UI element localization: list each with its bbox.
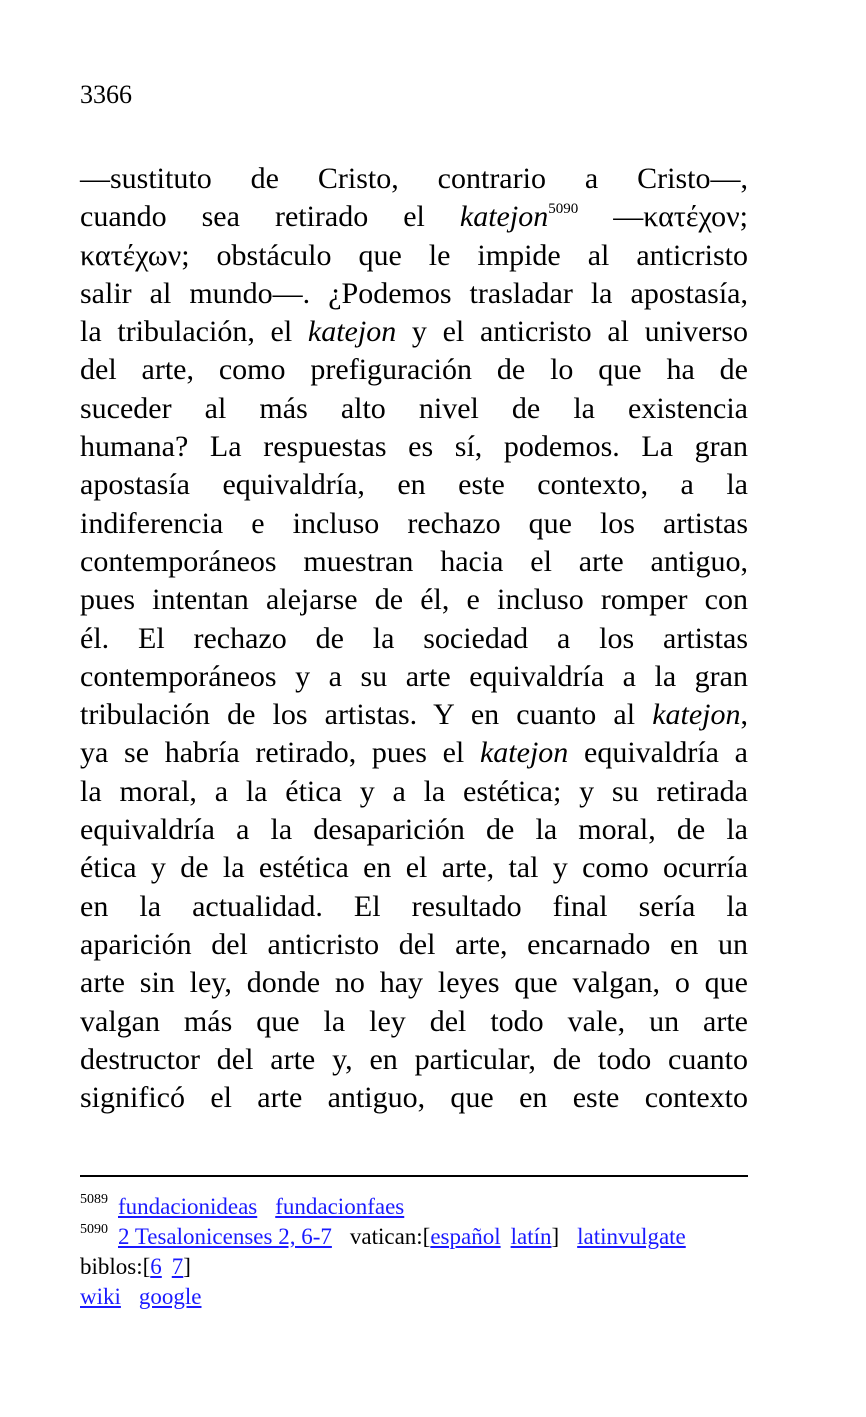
vatican-close: ] <box>551 1224 560 1249</box>
link-fundacionfaes[interactable]: fundacionfaes <box>275 1194 405 1219</box>
text-line: contemporáneos muestran hacia el arte antiguo, <box>80 544 748 578</box>
katejon-term: katejon <box>307 315 397 349</box>
text-line: él. El rechazo de la sociedad a los artistas <box>80 621 748 655</box>
text-line: suceder al más alto nivel de la existencia <box>80 391 748 425</box>
text-line: indiferencia e incluso rechazo que los artistas <box>80 506 748 540</box>
katejon-term: katejon <box>459 200 549 234</box>
footnote-number: 5090 <box>80 1222 108 1237</box>
link-biblos-7[interactable]: 7 <box>171 1254 184 1279</box>
text-line: aparición del anticristo del arte, encarnado en un <box>80 927 748 961</box>
footnote-5089 <box>80 1192 686 1222</box>
biblos-line <box>80 1252 686 1282</box>
link-latinvulgate[interactable]: latinvulgate <box>577 1224 686 1249</box>
katejon-term: katejon <box>652 698 741 732</box>
text-line: apostasía equivaldría, en este contexto, a la <box>80 468 748 502</box>
link-wiki[interactable]: wiki <box>80 1284 121 1309</box>
text-line: en la actualidad. El resultado final sería la <box>80 889 748 923</box>
text-line: humana? La respuestas es sí, podemos. La gran <box>80 430 748 464</box>
footnote-number: 5089 <box>80 1192 108 1207</box>
katejon-term: katejon <box>479 736 569 770</box>
text-line: arte sin ley, donde no hay leyes que valgan, o que <box>80 966 748 1000</box>
link-biblos-6[interactable]: 6 <box>150 1254 162 1279</box>
link-fundacionideas[interactable]: fundacionideas <box>118 1194 258 1219</box>
text-line: κατέχων; obstáculo que le impide al anticristo <box>80 238 748 272</box>
link-latin[interactable]: latín <box>510 1224 552 1249</box>
text-line: equivaldría a la desaparición de la moral, de la <box>80 813 748 847</box>
page-number: 3366 <box>80 80 132 109</box>
footnote-divider <box>80 1175 748 1177</box>
link-espanol[interactable]: español <box>430 1224 501 1249</box>
text-line: cuando sea retirado el katejon$^{5090}$ —κατέχον; <box>80 200 749 234</box>
text-line: tribulación de los artistas. Y en cuanto al katejon, <box>80 698 748 732</box>
text-line: valgan más que la ley del todo vale, un arte <box>80 1004 748 1038</box>
text-line: la tribulación, el katejon y el anticristo al universo <box>80 315 748 349</box>
footnotes <box>80 1192 686 1312</box>
link-google[interactable]: google <box>138 1284 202 1309</box>
text-line: ética y de la estética en el arte, tal y como ocurría <box>80 851 748 885</box>
biblos-label: biblos:[ <box>80 1254 151 1279</box>
text-line: del arte, como prefiguración de lo que ha de <box>80 353 748 387</box>
footnote-5090 <box>80 1222 686 1252</box>
search-links-line <box>80 1282 686 1312</box>
biblos-close: ] <box>183 1254 191 1279</box>
text-line: —sustituto de Cristo, contrario a Cristo—, <box>80 162 748 195</box>
text-line: la moral, a la ética y a la estética; y su retirada <box>80 774 748 808</box>
text-line: contemporáneos y a su arte equivaldría a la gran <box>80 659 748 693</box>
footnote-ref-5090: 5090 <box>548 201 579 218</box>
text-line: significó el arte antiguo, que en este contexto <box>80 1081 748 1115</box>
link-tesalonicenses[interactable]: 2 Tesalonicenses 2, 6-7 <box>118 1224 332 1249</box>
body-text <box>80 160 748 1117</box>
text-line: ya se habría retirado, pues el katejon equivaldría a <box>80 736 748 770</box>
text-line: pues intentan alejarse de él, e incluso romper con <box>80 583 748 617</box>
text-line: salir al mundo—. ¿Podemos trasladar la apostasía, <box>80 276 748 310</box>
vatican-label: vatican:[ <box>349 1224 431 1249</box>
text-line: destructor del arte y, en particular, de todo cuanto <box>80 1042 748 1076</box>
